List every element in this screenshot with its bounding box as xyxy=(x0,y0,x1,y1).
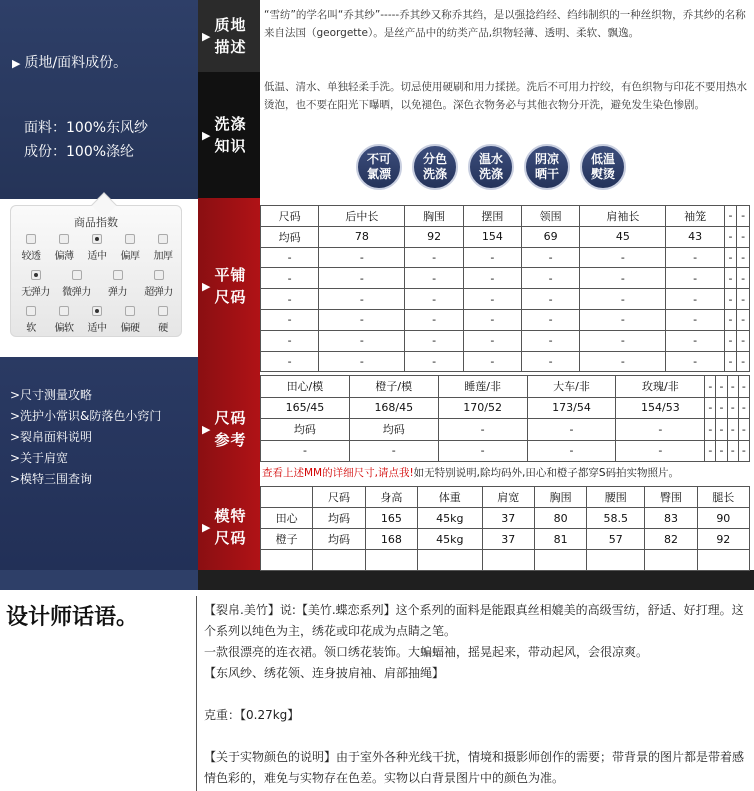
designer-paragraph xyxy=(204,726,748,747)
table-cell: - xyxy=(737,289,750,310)
table-cell: 均码 xyxy=(313,529,365,550)
table-cell: - xyxy=(580,351,666,372)
table-cell: - xyxy=(463,309,521,330)
table-cell: - xyxy=(261,309,319,330)
gauge-item xyxy=(48,306,80,334)
table-cell: - xyxy=(724,268,737,289)
table-cell: 均码 xyxy=(349,419,438,441)
table-cell: - xyxy=(580,268,666,289)
left-material-panel xyxy=(0,0,198,199)
table-cell: - xyxy=(737,247,750,268)
table-cell: - xyxy=(261,289,319,310)
link-wash-tips[interactable]: >洗护小常识&防落色小窍门 xyxy=(10,409,162,423)
wash-icon-badge xyxy=(468,144,514,190)
designer-paragraph: 【东风纱、绣花领、连身披肩袖、肩部抽绳】 xyxy=(204,666,445,680)
table-cell: - xyxy=(438,440,527,462)
table-cell: - xyxy=(405,268,463,289)
table-cell: 92 xyxy=(405,226,463,247)
table-cell: 45 xyxy=(580,226,666,247)
table-cell: 82 xyxy=(645,529,697,550)
table-cell: - xyxy=(724,351,737,372)
table-cell: - xyxy=(463,330,521,351)
gauge-item xyxy=(48,234,80,262)
wash-icon-label: 分色 洗涤 xyxy=(422,152,447,181)
table-cell: 睡莲/非 xyxy=(438,376,527,398)
table-cell: - xyxy=(737,268,750,289)
designer-paragraph: 【裂帛.美竹】说:【美竹.蝶恋系列】这个系列的面料是能跟真丝相媲美的高级雪纺，舒适、好打理。这个系列以纯色为主，绣花或印花成为点睛之笔。 xyxy=(204,603,744,638)
table-cell: - xyxy=(724,309,737,330)
table-cell: 后中长 xyxy=(319,206,405,227)
triangle-icon: ▶ xyxy=(202,520,211,534)
table-cell: - xyxy=(522,268,580,289)
table-cell: 田心/模 xyxy=(261,376,350,398)
model-size-table xyxy=(260,486,750,571)
help-links xyxy=(10,385,161,490)
table-cell xyxy=(365,550,417,571)
table-cell: - xyxy=(580,330,666,351)
table-row xyxy=(261,351,750,372)
table-cell: - xyxy=(666,247,724,268)
table-cell: 胸围 xyxy=(405,206,463,227)
wash-icon-badge xyxy=(356,144,402,190)
table-cell: - xyxy=(580,247,666,268)
table-row xyxy=(261,397,750,419)
table-cell: - xyxy=(616,440,705,462)
checkbox-icon xyxy=(154,270,164,280)
checkbox-icon xyxy=(72,270,82,280)
gauge-label: 软 xyxy=(26,323,36,334)
table-cell: 80 xyxy=(534,508,586,529)
table-cell: - xyxy=(522,309,580,330)
table-cell: - xyxy=(738,440,749,462)
note-text: 如无特别说明,除均码外,田心和橙子都穿S码拍实物照片。 xyxy=(413,467,680,479)
wash-icon-label: 阴凉 晒干 xyxy=(534,152,559,181)
table-cell xyxy=(482,550,534,571)
gauge-item xyxy=(147,306,179,334)
triangle-icon: ▶ xyxy=(202,279,211,293)
table-cell: - xyxy=(716,440,727,462)
product-index-title: 商品指数 xyxy=(74,216,118,229)
table-cell xyxy=(313,550,365,571)
table-cell: - xyxy=(319,309,405,330)
table-cell: - xyxy=(319,247,405,268)
table-cell: - xyxy=(738,376,749,398)
gauge-item xyxy=(20,270,52,298)
triangle-icon: ▶ xyxy=(202,422,211,436)
gauge-label: 加厚 xyxy=(153,251,173,262)
triangle-icon: ▶ xyxy=(12,57,21,70)
table-cell xyxy=(261,550,313,571)
wash-description: 低温、清水、单独轻柔手洗。切忌使用硬刷和用力揉搓。洗后不可用力拧绞，有色织物与印花不要用热水烫泡，也不要在阳光下曝晒，以免褪色。深色衣物务必与其他衣物分开洗，避免发生染色惨剧。 xyxy=(264,81,747,111)
table-cell: 154/53 xyxy=(616,397,705,419)
table-cell: 168 xyxy=(365,529,417,550)
table-cell: 腿长 xyxy=(697,487,749,508)
material-line: 面料：100%东风纱 xyxy=(24,120,149,136)
composition-line: 成份：100%涤纶 xyxy=(24,144,135,160)
table-cell xyxy=(418,550,483,571)
table-cell: - xyxy=(727,440,738,462)
gauge-label: 适中 xyxy=(87,323,107,334)
table-cell: - xyxy=(463,268,521,289)
table-cell: - xyxy=(737,309,750,330)
table-cell: 领围 xyxy=(522,206,580,227)
table-cell: - xyxy=(527,440,616,462)
table-cell: - xyxy=(261,330,319,351)
table-cell xyxy=(534,550,586,571)
table-cell: 92 xyxy=(697,529,749,550)
triangle-icon: ▶ xyxy=(202,128,211,142)
table-cell: 摆围 xyxy=(463,206,521,227)
table-cell: 83 xyxy=(645,508,697,529)
checkbox-icon xyxy=(59,306,69,316)
selected-indicator-icon xyxy=(92,234,102,244)
table-row xyxy=(261,440,750,462)
link-model-measurements[interactable]: >模特三围查询 xyxy=(10,472,93,486)
table-cell xyxy=(261,487,313,508)
material-info xyxy=(24,116,148,164)
table-cell: - xyxy=(405,309,463,330)
product-index-card xyxy=(10,205,182,337)
table-cell: - xyxy=(261,247,319,268)
divider-line xyxy=(196,596,197,791)
flat-size-table xyxy=(260,205,750,372)
section-size-reference: ▶ 尺码 参考 xyxy=(198,374,260,484)
link-fabric-info[interactable]: >裂帛面料说明 xyxy=(10,430,93,444)
wash-icon-label: 不可 氯漂 xyxy=(366,152,391,181)
table-row xyxy=(261,309,750,330)
table-cell: - xyxy=(349,440,438,462)
size-reference-note xyxy=(262,465,679,480)
table-cell: 81 xyxy=(534,529,586,550)
section-model-size: ▶ 模特 尺码 xyxy=(198,484,260,570)
checkbox-icon xyxy=(59,234,69,244)
gauge-label: 微弹力 xyxy=(62,287,91,298)
checkbox-icon xyxy=(113,270,123,280)
table-cell: - xyxy=(522,330,580,351)
table-cell: - xyxy=(727,376,738,398)
table-cell: - xyxy=(737,351,750,372)
section-wash: ▶ 洗涤 知识 xyxy=(198,72,260,198)
table-cell: 45kg xyxy=(418,529,483,550)
gauge-item xyxy=(102,270,134,298)
table-cell: - xyxy=(737,330,750,351)
elasticity-row xyxy=(15,270,179,298)
table-cell: - xyxy=(522,351,580,372)
table-cell: 37 xyxy=(482,529,534,550)
table-cell: 田心 xyxy=(261,508,313,529)
table-cell: - xyxy=(724,289,737,310)
table-cell: - xyxy=(261,268,319,289)
checkbox-icon xyxy=(158,234,168,244)
link-size-guide[interactable]: >尺寸测量攻略 xyxy=(10,388,93,402)
table-cell: 腰围 xyxy=(587,487,645,508)
table-cell: 57 xyxy=(587,529,645,550)
gauge-item xyxy=(61,270,93,298)
table-cell: - xyxy=(522,247,580,268)
table-cell: 165 xyxy=(365,508,417,529)
table-cell: 均码 xyxy=(261,419,350,441)
table-cell: 154 xyxy=(463,226,521,247)
gauge-item xyxy=(81,234,113,262)
gauge-item xyxy=(147,234,179,262)
product-index-panel xyxy=(0,199,198,357)
table-cell xyxy=(645,550,697,571)
table-cell: 45kg xyxy=(418,508,483,529)
help-links-panel xyxy=(0,357,198,570)
table-cell: - xyxy=(463,247,521,268)
table-cell: 均码 xyxy=(313,508,365,529)
table-cell: - xyxy=(727,397,738,419)
wash-icon-badge xyxy=(524,144,570,190)
table-cell: 173/54 xyxy=(527,397,616,419)
table-cell: - xyxy=(705,376,716,398)
triangle-icon: ▶ xyxy=(202,29,211,43)
table-cell: - xyxy=(438,419,527,441)
table-cell: - xyxy=(705,440,716,462)
table-row xyxy=(261,247,750,268)
table-cell: - xyxy=(616,419,705,441)
table-cell: - xyxy=(405,289,463,310)
table-cell: 大车/非 xyxy=(527,376,616,398)
wash-icon-badge xyxy=(412,144,458,190)
table-cell: 37 xyxy=(482,508,534,529)
table-cell: 体重 xyxy=(418,487,483,508)
table-cell: - xyxy=(716,397,727,419)
table-row xyxy=(261,529,750,550)
table-cell: - xyxy=(319,330,405,351)
table-cell: - xyxy=(261,440,350,462)
wash-icon-badge xyxy=(580,144,626,190)
table-cell: - xyxy=(580,309,666,330)
wash-icons xyxy=(356,144,626,190)
table-cell: 橙子/模 xyxy=(349,376,438,398)
table-cell: - xyxy=(724,206,737,227)
table-cell: - xyxy=(724,330,737,351)
table-cell: - xyxy=(580,289,666,310)
table-cell: - xyxy=(716,419,727,441)
wash-icon-label: 低温 熨烫 xyxy=(590,152,615,181)
table-cell xyxy=(587,550,645,571)
divider-strip-dark xyxy=(198,570,754,590)
designer-paragraph: 一款很漂亮的连衣裙。领口绣花装饰。大蝙蝠袖，摇晃起来，带动起风，会很凉爽。 xyxy=(204,645,649,659)
softness-row xyxy=(15,306,179,334)
table-cell: 43 xyxy=(666,226,724,247)
gauge-item xyxy=(114,306,146,334)
table-cell: - xyxy=(724,247,737,268)
divider-strip xyxy=(0,570,198,590)
table-row xyxy=(261,508,750,529)
designer-paragraph: 克重：【0.27kg】 xyxy=(204,708,300,722)
gauge-item xyxy=(143,270,175,298)
designer-paragraph xyxy=(204,684,748,705)
selected-indicator-icon xyxy=(31,270,41,280)
table-row xyxy=(261,376,750,398)
gauge-label: 偏软 xyxy=(54,323,74,334)
selected-indicator-icon xyxy=(92,306,102,316)
checkbox-icon xyxy=(125,306,135,316)
table-cell: - xyxy=(405,247,463,268)
designer-title: 设计师话语。 xyxy=(6,605,139,630)
table-row xyxy=(261,226,750,247)
table-row xyxy=(261,330,750,351)
table-row xyxy=(261,487,750,508)
table-cell: - xyxy=(405,330,463,351)
table-cell: 肩袖长 xyxy=(580,206,666,227)
table-cell: - xyxy=(261,351,319,372)
table-row xyxy=(261,289,750,310)
checkbox-icon xyxy=(26,306,36,316)
gauge-label: 超弹力 xyxy=(144,287,173,298)
table-cell: 69 xyxy=(522,226,580,247)
table-cell: - xyxy=(405,351,463,372)
table-cell: - xyxy=(463,289,521,310)
wash-icon-label: 温水 洗涤 xyxy=(478,152,503,181)
gauge-label: 弹力 xyxy=(108,287,127,298)
table-cell: 168/45 xyxy=(349,397,438,419)
table-row xyxy=(261,419,750,441)
table-cell: 橙子 xyxy=(261,529,313,550)
table-cell: 肩宽 xyxy=(482,487,534,508)
table-cell: - xyxy=(319,289,405,310)
table-cell: 尺码 xyxy=(313,487,365,508)
table-row xyxy=(261,268,750,289)
gauge-item xyxy=(114,234,146,262)
table-cell: 身高 xyxy=(365,487,417,508)
gauge-label: 适中 xyxy=(87,251,107,262)
table-cell: 均码 xyxy=(261,226,319,247)
gauge-item xyxy=(15,234,47,262)
table-cell: 90 xyxy=(697,508,749,529)
table-cell: - xyxy=(666,289,724,310)
table-cell: 尺码 xyxy=(261,206,319,227)
gauge-label: 硬 xyxy=(158,323,168,334)
table-cell: 臀围 xyxy=(645,487,697,508)
table-cell: 玫瑰/非 xyxy=(616,376,705,398)
table-cell: - xyxy=(319,351,405,372)
table-cell: - xyxy=(705,397,716,419)
table-cell: - xyxy=(724,226,737,247)
quality-description: “雪纺”的学名叫“乔其纱”-----乔其纱又称乔其绉，是以强捻绉经、绉纬制织的一种丝织物，乔其纱的名称来自法国（georgette）。是丝产品中的纺类产品,织物轻薄、透明、柔软、飘逸。 xyxy=(264,9,746,39)
table-cell: - xyxy=(716,376,727,398)
table-row xyxy=(261,550,750,571)
table-cell: - xyxy=(738,397,749,419)
gauge-label: 较透 xyxy=(21,251,41,262)
table-cell: - xyxy=(737,226,750,247)
table-cell: - xyxy=(522,289,580,310)
material-title: ▶ 质地/面料成份。 xyxy=(12,55,128,71)
table-cell: - xyxy=(737,206,750,227)
table-cell: 58.5 xyxy=(587,508,645,529)
checkbox-icon xyxy=(125,234,135,244)
section-flat-size: ▶ 平铺 尺码 xyxy=(198,198,260,374)
mm-size-link[interactable]: 查看上述MM的详细尺寸,请点我! xyxy=(262,467,414,479)
gauge-item xyxy=(81,306,113,334)
gauge-item xyxy=(15,306,47,334)
designer-text xyxy=(204,600,748,789)
table-cell: - xyxy=(727,419,738,441)
table-cell: 胸围 xyxy=(534,487,586,508)
checkbox-icon xyxy=(158,306,168,316)
size-reference-table xyxy=(260,375,750,462)
designer-paragraph: 【关于实物颜色的说明】由于室外各种光线干扰，情境和摄影师创作的需要；带背景的图片都是带着感情色彩的，难免与实物存在色差。实物以白背景图片中的颜色为准。 xyxy=(204,750,745,785)
table-cell: - xyxy=(666,351,724,372)
thickness-row xyxy=(15,234,179,262)
table-cell xyxy=(697,550,749,571)
table-cell: 165/45 xyxy=(261,397,350,419)
gauge-label: 偏厚 xyxy=(120,251,140,262)
gauge-label: 偏薄 xyxy=(54,251,74,262)
table-cell: 170/52 xyxy=(438,397,527,419)
table-cell: - xyxy=(319,268,405,289)
checkbox-icon xyxy=(26,234,36,244)
table-cell: 袖笼 xyxy=(666,206,724,227)
table-cell: - xyxy=(463,351,521,372)
table-cell: - xyxy=(738,419,749,441)
table-cell: - xyxy=(666,330,724,351)
table-row xyxy=(261,206,750,227)
table-cell: - xyxy=(666,309,724,330)
table-cell: 78 xyxy=(319,226,405,247)
table-cell: - xyxy=(666,268,724,289)
link-shoulder[interactable]: >关于肩宽 xyxy=(10,451,69,465)
gauge-label: 无弹力 xyxy=(21,287,50,298)
gauge-label: 偏硬 xyxy=(120,323,140,334)
table-cell: - xyxy=(705,419,716,441)
section-quality: ▶ 质地 描述 xyxy=(198,0,260,72)
table-cell: - xyxy=(527,419,616,441)
